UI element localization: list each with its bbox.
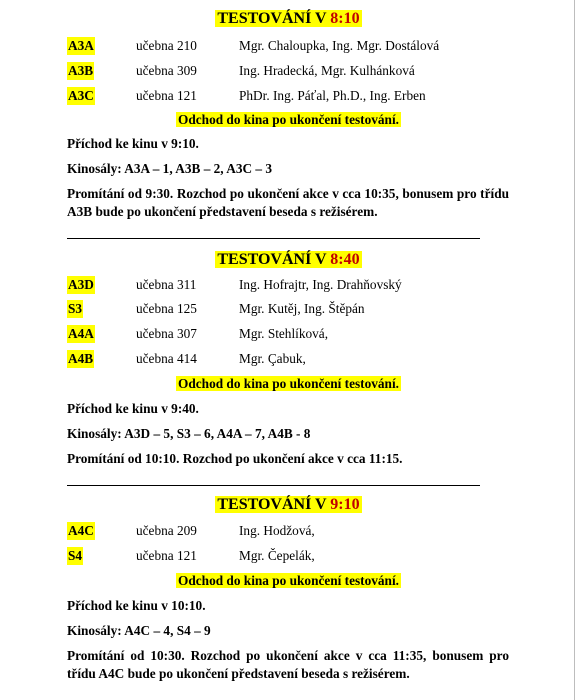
departure-notice: Odchod do kina po ukončení testování.	[178, 376, 399, 391]
screening-text: Promítání od 10:10. Rozchod po ukončení akce v cca 11:15.	[67, 451, 403, 466]
teachers-label: Ing. Hradecká, Mgr. Kulhánková	[239, 63, 415, 78]
departure-notice: Odchod do kina po ukončení testování.	[178, 573, 399, 588]
departure-notice: Odchod do kina po ukončení testování.	[178, 112, 399, 127]
room-label: učebna 121	[136, 88, 197, 103]
room-label: učebna 307	[136, 326, 197, 341]
class-badge: A3A	[68, 38, 94, 53]
section-heading-3	[0, 495, 577, 515]
teachers-label: Mgr. Chaloupka, Ing. Mgr. Dostálová	[239, 38, 440, 53]
arrival-text: Příchod ke kinu v 10:10.	[67, 598, 206, 613]
room-label: učebna 125	[136, 301, 197, 316]
teachers-label: Mgr. Kutěj, Ing. Štěpán	[239, 301, 365, 316]
heading-time: 8:10	[330, 10, 360, 27]
cinema-halls-text: Kinosály: A3A – 1, A3B – 2, A3C – 3	[67, 161, 273, 176]
teachers-label: PhDr. Ing. Páťal, Ph.D., Ing. Erben	[239, 88, 426, 103]
heading-label: TESTOVÁNÍ V	[217, 496, 331, 513]
room-label: učebna 121	[136, 548, 197, 563]
heading-time: 8:40	[330, 251, 360, 268]
screening-text: Promítání od 10:30. Rozchod po ukončení akce v cca 11:35, bonusem pro třídu A4C bude po ukončení představení beseda s režisérem.	[67, 648, 509, 681]
class-badge: A4B	[68, 351, 94, 366]
heading-time: 9:10	[330, 496, 360, 513]
arrival-text: Příchod ke kinu v 9:10.	[67, 136, 199, 151]
class-badge: A4A	[68, 326, 94, 341]
class-badge: A4C	[68, 523, 94, 538]
section-heading-1	[0, 9, 577, 29]
section-divider	[67, 485, 480, 486]
heading-label: TESTOVÁNÍ V	[217, 10, 331, 27]
cinema-halls-text: Kinosály: A4C – 4, S4 – 9	[67, 623, 211, 638]
teachers-label: Ing. Hodžová,	[239, 523, 315, 538]
arrival-text: Příchod ke kinu v 9:40.	[67, 401, 199, 416]
room-label: učebna 209	[136, 523, 197, 538]
room-label: učebna 311	[136, 277, 197, 292]
teachers-label: Mgr. Çabuk,	[239, 351, 306, 366]
class-badge: A3C	[68, 88, 94, 103]
room-label: učebna 309	[136, 63, 197, 78]
section-divider	[67, 238, 480, 239]
teachers-label: Ing. Hofrajtr, Ing. Drahňovský	[239, 277, 402, 292]
class-badge: S3	[68, 301, 83, 316]
section-heading-2	[0, 250, 577, 270]
teachers-label: Mgr. Čepelák,	[239, 548, 315, 563]
screening-text: Promítání od 9:30. Rozchod po ukončení akce v cca 10:35, bonusem pro třídu A3B bude po ukončení představení beseda s režisérem.	[67, 186, 509, 219]
teachers-label: Mgr. Stehlíková,	[239, 326, 329, 341]
page-edge-line	[574, 0, 575, 700]
cinema-halls-text: Kinosály: A3D – 5, S3 – 6, A4A – 7, A4B - 8	[67, 426, 311, 441]
class-badge: A3D	[68, 277, 94, 292]
room-label: učebna 414	[136, 351, 197, 366]
class-badge: A3B	[68, 63, 94, 78]
class-badge: S4	[68, 548, 83, 563]
heading-label: TESTOVÁNÍ V	[217, 251, 331, 268]
room-label: učebna 210	[136, 38, 197, 53]
